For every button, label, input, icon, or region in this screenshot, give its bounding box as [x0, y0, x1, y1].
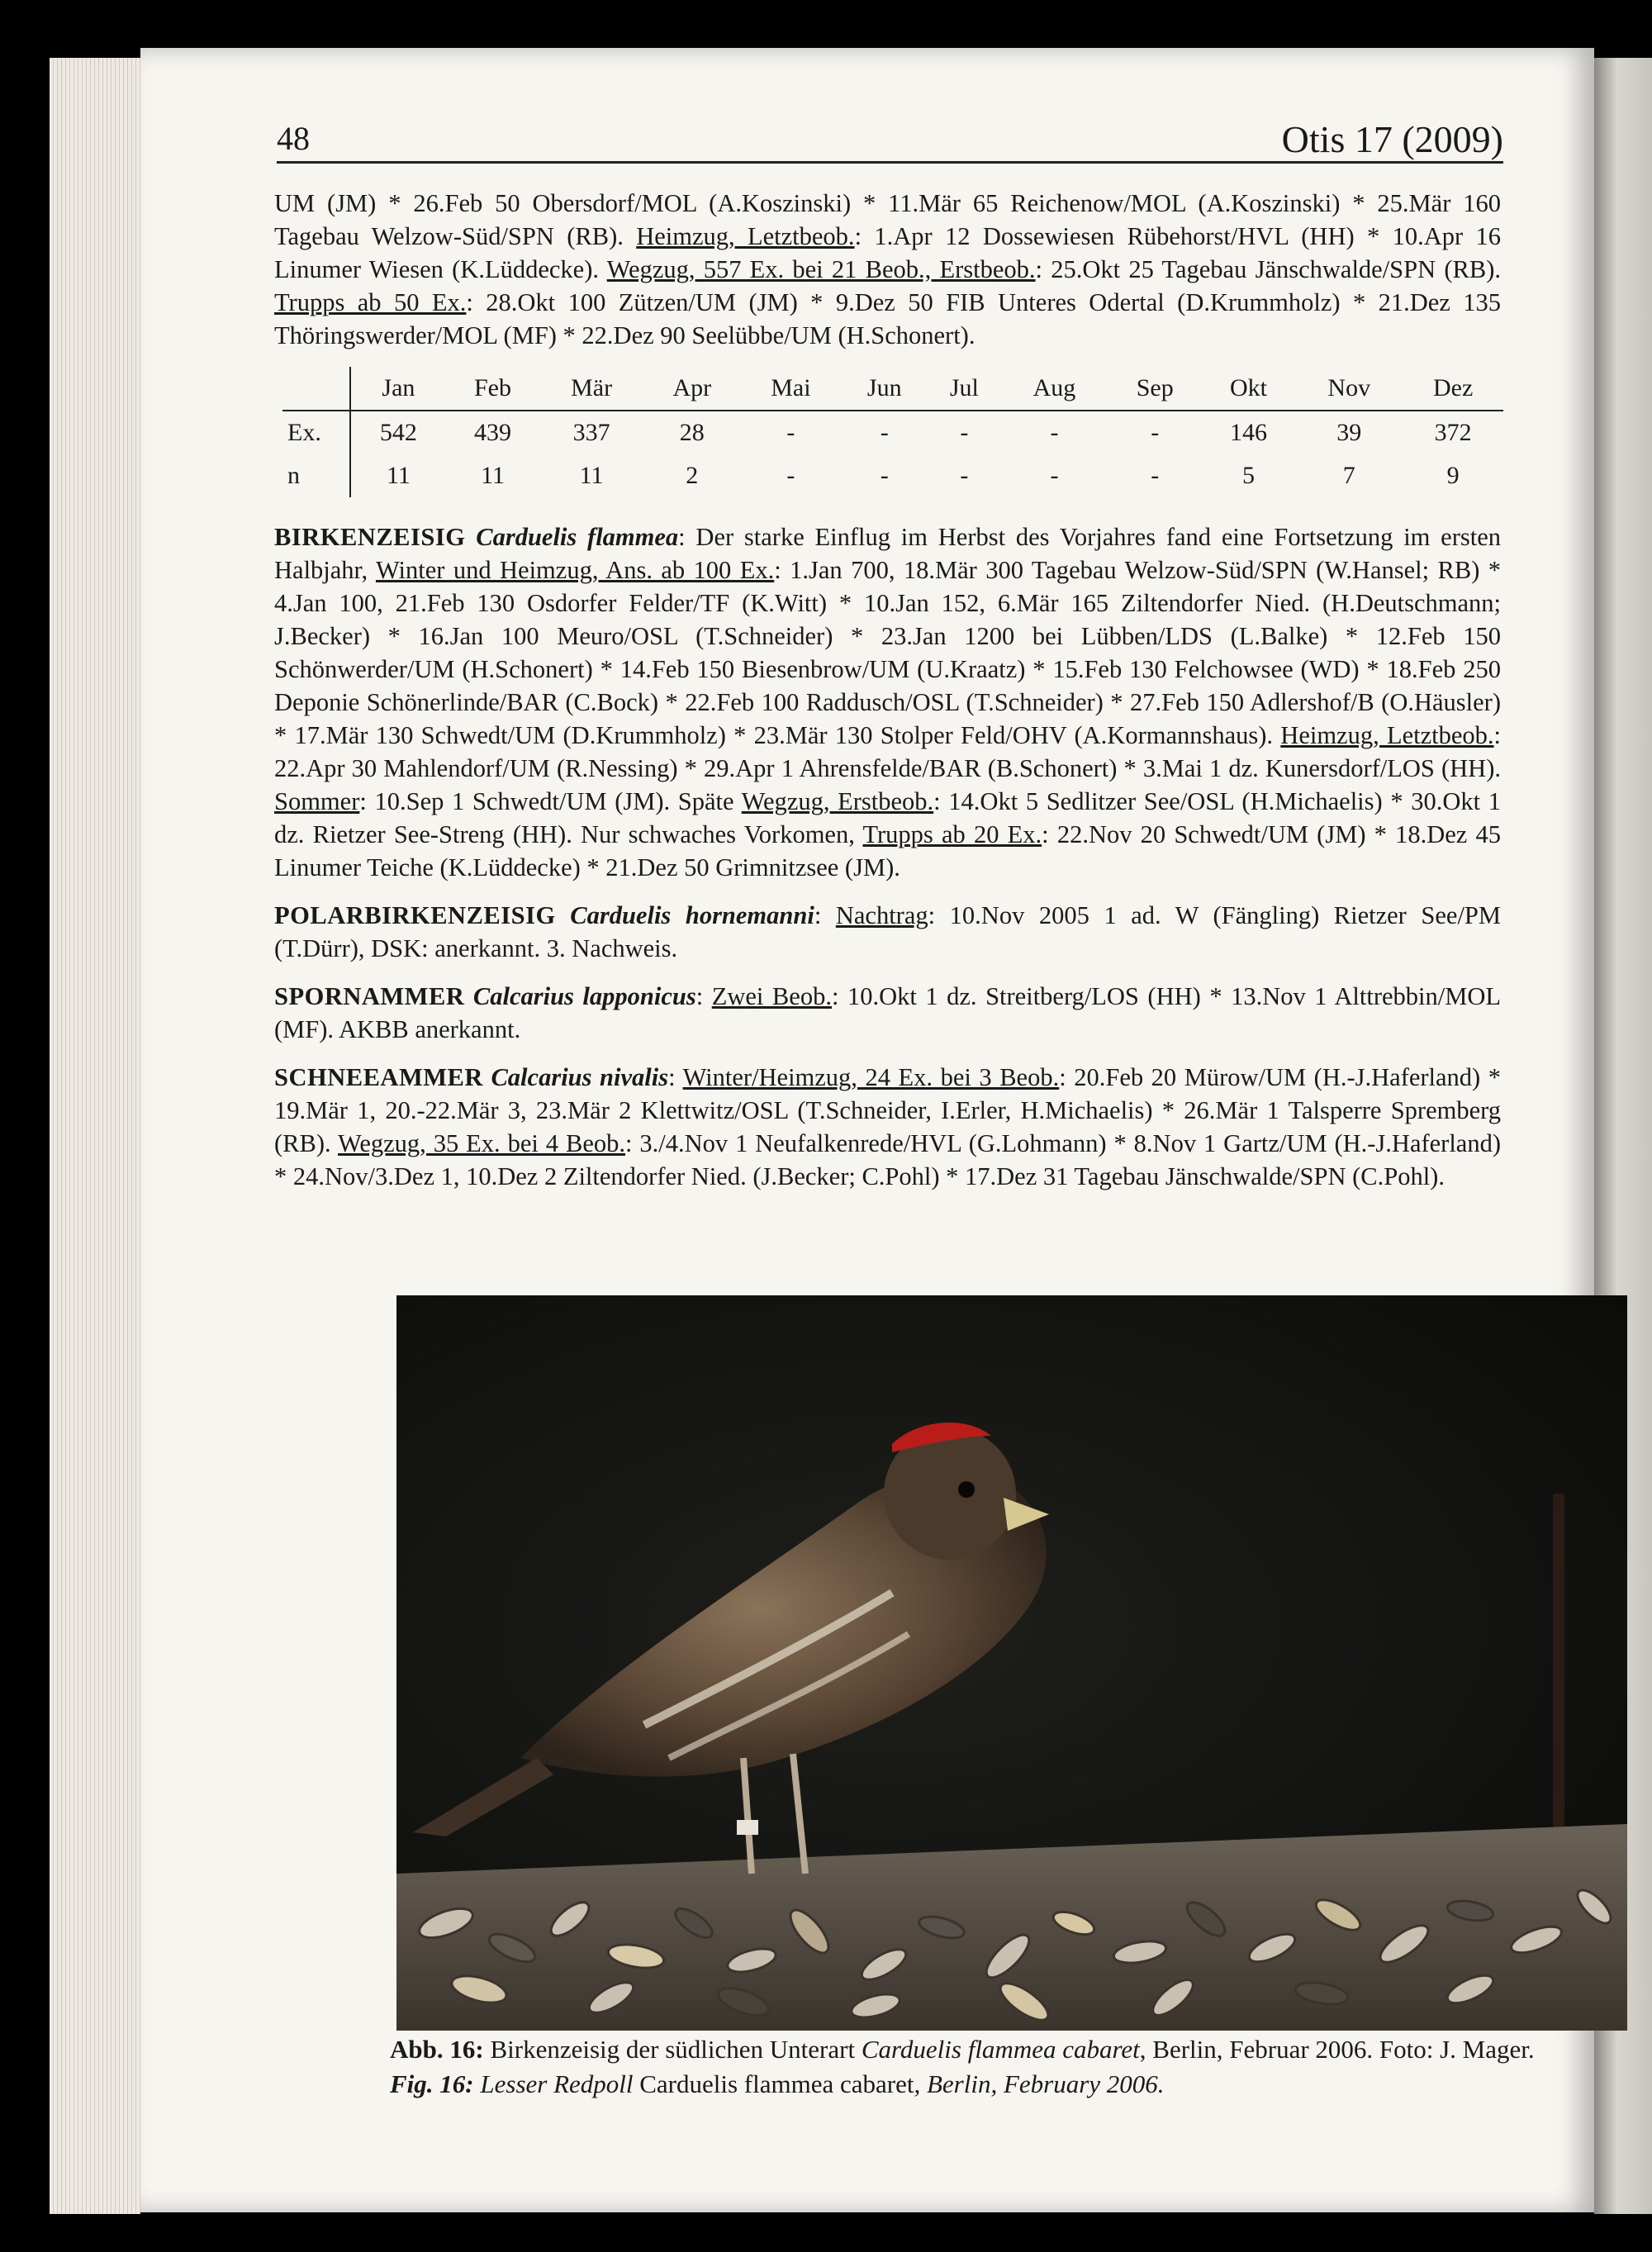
underlined-run: Trupps ab 20 Ex.: [862, 820, 1042, 848]
text-run: UM (JM) * 26.Feb 50 Obersdorf/MOL (A.Koszinski) * 11.Mär 65 Reichenow/MOL (A.Koszinski) * 25.Mär 160 Tagebau Welzow-Süd/SPN (RB).: [274, 189, 1501, 250]
table-corner: [282, 367, 350, 411]
species-name: BIRKENZEISIG: [274, 523, 466, 551]
text-run: :: [668, 1063, 683, 1091]
scientific-name: Calcarius lapponicus: [472, 982, 696, 1010]
underlined-run: Wegzug, 35 Ex. bei 4 Beob.: [338, 1129, 625, 1157]
table-cell: 439: [474, 419, 511, 446]
journal-title: Otis 17 (2009): [1281, 118, 1503, 160]
underlined-run: Trupps ab 50 Ex.: [274, 288, 467, 316]
scientific-name: Carduelis flammea cabaret: [861, 2035, 1140, 2064]
book-page-edges: [50, 58, 140, 2214]
table-cell: -: [1050, 462, 1059, 489]
table-cell: 542: [379, 419, 417, 446]
underlined-run: Heimzug, Letztbeob.: [636, 222, 855, 250]
text-run: , Berlin, Februar 2006. Foto: J. Mager.: [1139, 2035, 1535, 2064]
text-run: : 28.Okt 100 Zützen/UM (JM) * 9.Dez 50 FIB Unteres Odertal (D.Krummholz) * 21.Dez 135 Thöringswerder/MOL (MF) * 22.Dez 90 Seelübbe/UM (H.Schonert).: [274, 288, 1501, 349]
page-header: [277, 99, 1503, 164]
bird-eye: [958, 1481, 975, 1498]
table-cell: -: [1151, 419, 1160, 446]
month-header: Apr: [643, 367, 741, 411]
species-name: POLARBIRKENZEISIG: [274, 901, 556, 929]
text-run: :: [814, 901, 836, 929]
background-post: [1553, 1494, 1564, 1874]
scientific-name: Carduelis flammea cabaret: [639, 2069, 914, 2098]
text-run: :: [695, 982, 712, 1010]
species-entry-birkenzeisig: [274, 520, 1501, 884]
text-run: : 20.Feb 20 Mürow/UM (H.-J.Haferland) * 19.Mär 1, 20.-22.Mär 3, 23.Mär 2 Klettwitz/OSL (T.Schneider, I.Erler, H.Michaelis) * 26.Mär 1 Talsperre Spremberg (RB).: [274, 1063, 1502, 1157]
table-cell: -: [880, 419, 889, 446]
table-cell: 11: [579, 462, 604, 489]
text-run: : Der starke Einflug im Herbst des Vorjahres fand eine Fortsetzung im ersten Halbjahr,: [274, 523, 1501, 584]
text-run: : 3./4.Nov 1 Neufalkenrede/HVL (G.Lohmann) * 8.Nov 1 Gartz/UM (H.-J.Haferland) * 24.Nov/3.Dez 1, 10.Dez 2 Ziltendorfer Nied. (J.Becker; C.Pohl) * 17.Dez 31 Tagebau Jänschwalde/SPN (C.Pohl).: [274, 1129, 1501, 1190]
row-label: n: [282, 454, 350, 497]
table-cell: 5: [1242, 462, 1256, 489]
species-name: SCHNEEAMMER: [274, 1063, 483, 1091]
month-header: Nov: [1295, 367, 1403, 411]
underlined-run: Zwei Beob.: [711, 982, 832, 1010]
intro-paragraph: [274, 187, 1501, 352]
table-cell: -: [1050, 419, 1059, 446]
species-entry-polarbirkenzeisig: [274, 899, 1501, 965]
underlined-run: Winter/Heimzug, 24 Ex. bei 3 Beob.: [682, 1063, 1060, 1091]
table-cell: 28: [679, 419, 705, 446]
scientific-name: Carduelis flammea: [476, 523, 679, 551]
caption-label: Fig. 16:: [390, 2069, 474, 2098]
figure-caption: [390, 2032, 1629, 2102]
bird-tail: [413, 1758, 553, 1836]
table-cell: -: [880, 462, 889, 489]
text-run: : 22.Apr 30 Mahlendorf/UM (R.Nessing) * 29.Apr 1 Ahrensfelde/BAR (B.Schonert) * 3.Mai 1 dz. Kunersdorf/LOS (HH).: [274, 721, 1501, 782]
species-entry-spornammer: [274, 980, 1501, 1046]
text-run: : 14.Okt 5 Sedlitzer See/OSL (H.Michaelis) * 30.Okt 1 dz. Rietzer See-Streng (HH). Nur schwaches Vorkomen,: [274, 787, 1501, 848]
table-cell: 11: [386, 462, 411, 489]
table-cell: 11: [481, 462, 505, 489]
month-header: Jun: [841, 367, 928, 411]
underlined-run: Wegzug, Erstbeob.: [741, 787, 934, 815]
table-header-row: [282, 367, 1503, 411]
caption-german: [390, 2032, 1629, 2067]
table-cell: 372: [1434, 419, 1472, 446]
month-header: Mai: [741, 367, 842, 411]
monthly-stats-table: [282, 367, 1503, 497]
month-header: Jul: [928, 367, 1000, 411]
text-run: : 10.Sep 1 Schwedt/UM (JM). Späte: [359, 787, 742, 815]
journal-page: [140, 48, 1594, 2212]
underlined-run: Heimzug, Letztbeob.: [1280, 721, 1494, 749]
table-cell: 7: [1342, 462, 1355, 489]
table-cell: 2: [686, 462, 699, 489]
bird-illustration: [396, 1295, 1627, 2031]
underlined-run: Sommer: [274, 787, 360, 815]
text-run: Lesser Redpoll: [473, 2069, 640, 2098]
month-header: Jan: [350, 367, 446, 411]
month-header: Mär: [539, 367, 643, 411]
text-run: : 10.Nov 2005 1 ad. W (Fängling) Rietzer See/PM (T.Dürr), DSK: anerkannt. 3. Nachweis.: [274, 901, 1501, 962]
table-cell: 337: [572, 419, 610, 446]
text-run: , Berlin, February 2006.: [914, 2069, 1165, 2098]
article-body: [274, 187, 1501, 1208]
table-cell: -: [1151, 462, 1160, 489]
species-name: SPORNAMMER: [274, 982, 465, 1010]
text-run: : 1.Jan 700, 18.Mär 300 Tagebau Welzow-Süd/SPN (W.Hansel; RB) * 4.Jan 100, 21.Feb 130 Osdorfer Felder/TF (K.Witt) * 10.Jan 152, 6.Mär 165 Ziltendorfer Nied. (H.Deutschmann; J.Becker) * 16.Jan 100 Meuro/OSL (T.Schneider) * 23.Jan 1200 bei Lübben/LDS (L.Balke) * 12.Feb 150 Schönwerder/UM (H.Schonert) * 14.Feb 150 Biesenbrow/UM (U.Kraatz) * 15.Feb 130 Felchowsee (WD) * 18.Feb 250 Deponie Schönerlinde/BAR (C.Bock) * 22.Feb 100 Raddusch/OSL (T.Schneider) * 27.Feb 150 Adlershof/B (O.Häusler) * 17.Mär 130 Schwedt/UM (D.Krummholz) * 23.Mär 130 Stolper Feld/OHV (A.Kormannshaus).: [274, 556, 1502, 749]
table-cell: -: [960, 419, 969, 446]
page-number: 48: [277, 120, 310, 157]
table-cell: -: [786, 419, 795, 446]
month-header: Okt: [1202, 367, 1295, 411]
species-entry-schneeammer: [274, 1061, 1501, 1193]
month-header: Aug: [1000, 367, 1108, 411]
text-run: : 25.Okt 25 Tagebau Jänschwalde/SPN (RB).: [1035, 255, 1501, 283]
text-run: Birkenzeisig der südlichen Unterart: [483, 2035, 862, 2064]
month-header: Dez: [1403, 367, 1503, 411]
redpoll-bird: [413, 1423, 1049, 1874]
text-run: : 1.Apr 12 Dossewiesen Rübehorst/HVL (HH) * 10.Apr 16 Linumer Wiesen (K.Lüddecke).: [274, 222, 1501, 283]
table-cell: 9: [1446, 462, 1460, 489]
month-header: Feb: [446, 367, 539, 411]
table-cell: -: [786, 462, 795, 489]
table-row: [282, 454, 1503, 497]
row-label: Ex.: [282, 411, 350, 454]
table-cell: -: [960, 462, 969, 489]
scientific-name: Calcarius nivalis: [491, 1063, 669, 1091]
underlined-run: Winter und Heimzug, Ans. ab 100 Ex.: [375, 556, 775, 584]
leg-ring: [737, 1820, 758, 1835]
caption-label: Abb. 16:: [390, 2035, 484, 2064]
table-row: [282, 411, 1503, 454]
text-run: : 10.Okt 1 dz. Streitberg/LOS (HH) * 13.Nov 1 Alttrebbin/MOL (MF). AKBB anerkannt.: [274, 982, 1501, 1043]
month-header: Sep: [1108, 367, 1202, 411]
redpoll-photo: [396, 1295, 1627, 2031]
table-cell: 146: [1230, 419, 1268, 446]
caption-english: [390, 2067, 1629, 2102]
text-run: : 22.Nov 20 Schwedt/UM (JM) * 18.Dez 45 Linumer Teiche (K.Lüddecke) * 21.Dez 50 Grimnitzsee (JM).: [274, 820, 1502, 881]
table-cell: 39: [1336, 419, 1362, 446]
underlined-run: Wegzug, 557 Ex. bei 21 Beob., Erstbeob.: [606, 255, 1036, 283]
scientific-name: Carduelis hornemanni: [570, 901, 814, 929]
underlined-run: Nachtrag: [835, 901, 928, 929]
